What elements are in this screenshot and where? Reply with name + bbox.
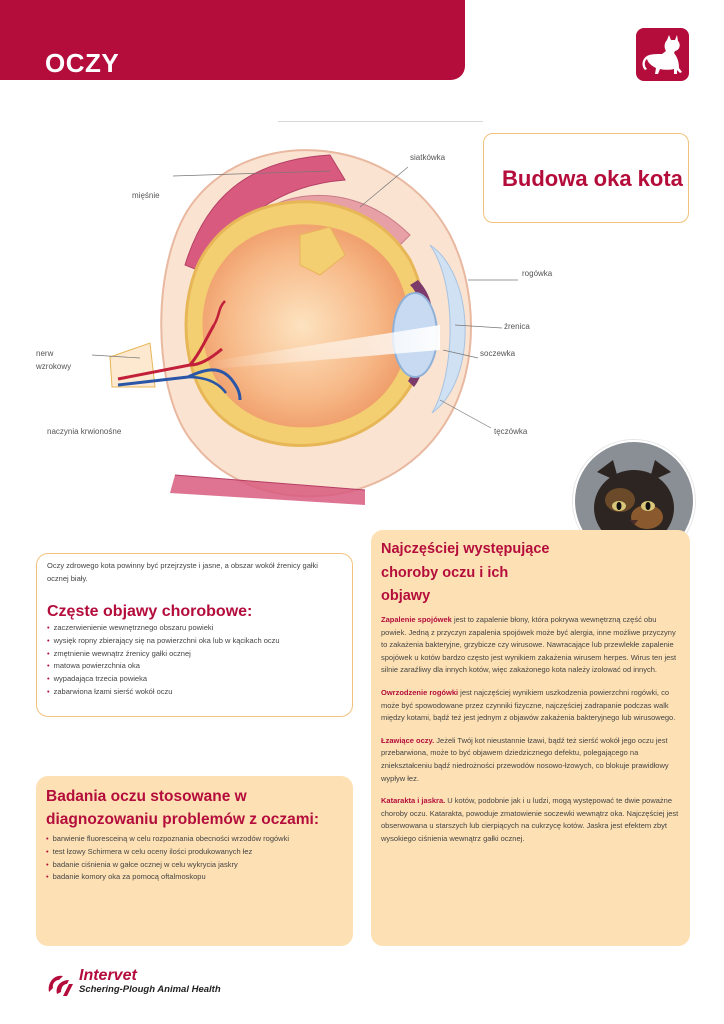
list-item: • badanie ciśnienia w gałce ocznej w celu wykrycia jaskry bbox=[46, 859, 289, 872]
diseases-title: Najczęściej występujące choroby oczu i ich objawy bbox=[381, 541, 550, 604]
label-pupil: źrenica bbox=[504, 322, 530, 331]
exams-box bbox=[36, 776, 353, 946]
symptoms-list bbox=[47, 622, 280, 699]
label-vessels: naczynia krwionośne bbox=[47, 427, 122, 436]
symptoms-box bbox=[36, 553, 353, 717]
list-item: • zabarwiona łzami sierść wokół oczu bbox=[47, 686, 280, 699]
disease-conjunctivitis bbox=[381, 614, 681, 677]
diseases-box bbox=[371, 530, 690, 946]
list-item: • wypadająca trzecia powieka bbox=[47, 673, 280, 686]
disease-cataract-glaucoma bbox=[381, 795, 681, 845]
disease-corneal-ulcer bbox=[381, 687, 681, 725]
disease-text: Jeżeli Twój kot nieustannie łzawi, bądź też sierść wokół jego oczu jest przebarwiona, może to być objawem dziedzicznego defektu, polegającego na zniekształceniu bądź niedrożności przewodów nosowo-łzowych, co blokuje prawidłowy wypływ łez. bbox=[381, 735, 669, 783]
exams-list bbox=[46, 833, 289, 884]
intro-paragraph: Oczy zdrowego kota powinny być przejrzyste i jasne, a obszar wokół źrenicy gałki ocznej biały. bbox=[47, 561, 318, 583]
symptoms-title: Częste objawy chorobowe: bbox=[47, 603, 253, 620]
disease-text: jest to zapalenie błony, która pokrywa wewnętrzną część obu powiek. Jedną z przyczyn zapalenia spojówek może być alergia, inne możliwe przyczyny to zakażenia bakteryjne, grzybicze czy wirusowe. Nawracające lub przewlekłe zapalenie spojówek u kotów bardzo często jest wynikiem zakażenia wirusem herpes. Wirus ten jest silnie zaraźliwy dla innych kotów, więc zakażonego kota należy izolować od innych. bbox=[381, 615, 677, 675]
disease-text: jest najczęściej wynikiem uszkodzenia powierzchni rogówki, co może być spowodowane przez czynniki fizyczne, najczęściej zadrapanie podczas walk między kotami, bądź też jest jednym z objawów zakażenia bakteryjnego lub wirusowego. bbox=[381, 687, 676, 723]
list-item: • wysięk ropny zbierający się na powierzchni oka lub w kącikach oczu bbox=[47, 635, 280, 648]
disease-watery-eyes bbox=[381, 735, 681, 785]
disease-term: Łzawiące oczy. bbox=[381, 735, 435, 745]
diagram-title: Budowa oka kota bbox=[502, 166, 683, 191]
label-retina: siatkówka bbox=[410, 153, 446, 162]
disease-term: Katarakta i jaskra. bbox=[381, 796, 446, 806]
intervet-logo-icon bbox=[45, 970, 75, 998]
list-item: • matowa powierzchnia oka bbox=[47, 660, 280, 673]
label-cornea: rogówka bbox=[522, 269, 553, 278]
list-item: • zaczerwienienie wewnętrznego obszaru powieki bbox=[47, 622, 280, 635]
brand-name: Intervet bbox=[79, 967, 137, 984]
label-lens: soczewka bbox=[480, 349, 516, 358]
list-item: • badanie komory oka za pomocą oftalmoskopu bbox=[46, 871, 289, 884]
exams-title: Badania oczu stosowane w diagnozowaniu problemów z oczami: bbox=[46, 788, 319, 828]
diseases-body bbox=[381, 614, 681, 856]
list-item: • zmętnienie wewnątrz źrenicy gałki ocznej bbox=[47, 648, 280, 661]
disease-text: U kotów, podobnie jak i u ludzi, mogą występować te dwie poważne choroby oczu. Katarakta, powoduje zmatowienie soczewki wewnątrz oka. Najczęściej jest obserwowana u starszych lub cierpiących na cukrzycę kotów. Jaskra jest efektem zbyt wysokiego ciśnienia wewnątrz gałki ocznej. bbox=[381, 796, 679, 843]
company-name: Schering-Plough Animal Health bbox=[79, 984, 221, 995]
divider bbox=[278, 121, 483, 122]
list-item: • test łzowy Schirmera w celu oceny ilości produkowanych łez bbox=[46, 846, 289, 859]
page-title: OCZY bbox=[45, 48, 120, 78]
company-logo bbox=[45, 967, 245, 1000]
label-muscles: mięśnie bbox=[132, 191, 160, 200]
list-item: • barwienie fluoresceiną w celu rozpoznania obecności wrzodów rogówki bbox=[46, 833, 289, 846]
label-optic-nerve: nerw wzrokowy bbox=[36, 349, 72, 371]
label-iris: tęczówka bbox=[494, 427, 528, 436]
disease-term: Owrzodzenie rogówki bbox=[381, 687, 459, 697]
header-band bbox=[0, 0, 465, 80]
disease-term: Zapalenie spojówek bbox=[381, 615, 452, 624]
cat-icon bbox=[636, 28, 689, 81]
